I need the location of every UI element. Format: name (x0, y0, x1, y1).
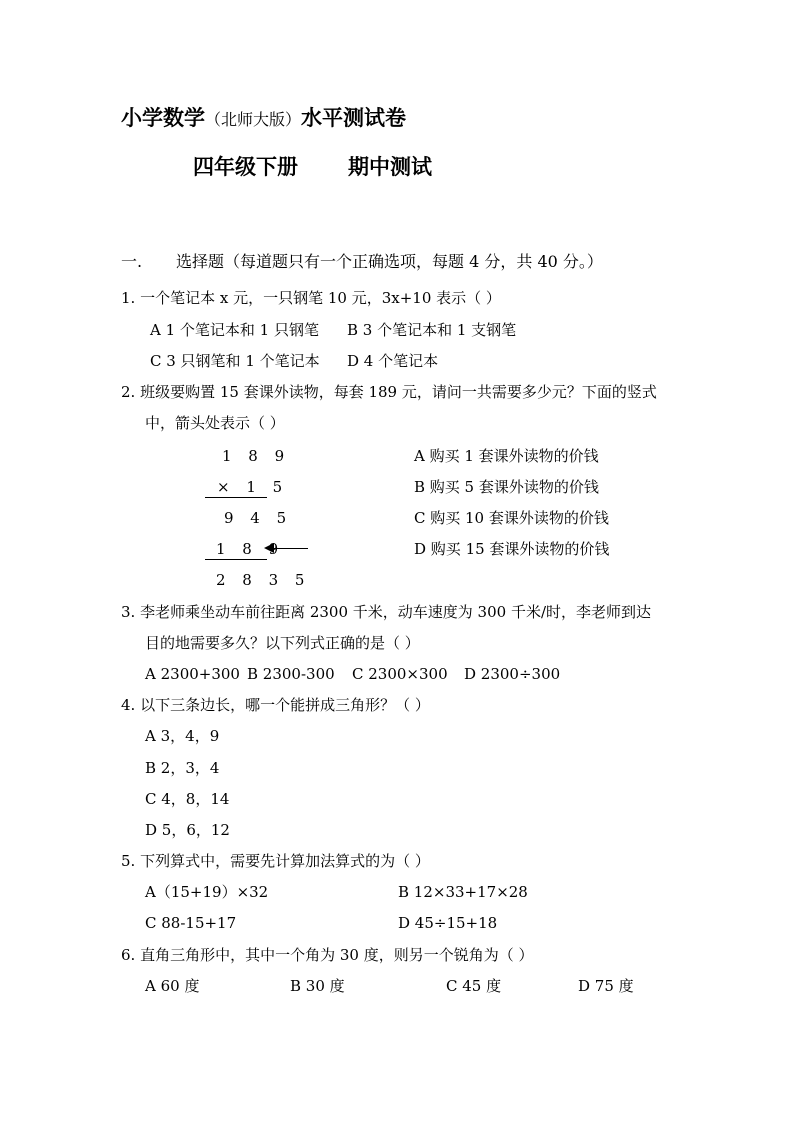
subtitle-exam: 期中测试 (348, 155, 432, 179)
q1-option-d: D 4 个笔记本 (347, 352, 439, 370)
q1-option-a: A 1 个笔记本和 1 只钢笔 (150, 321, 319, 339)
q2-option-b: B 购买 5 套课外读物的价钱 (414, 478, 599, 496)
q3-option-c: C 2300×300 (352, 665, 448, 683)
calc-rule-2 (205, 559, 267, 560)
q2-stem-line1: 2. 班级要购置 15 套课外读物，每套 189 元，请问一共需要多少元？下面的竖式 (121, 383, 657, 401)
q5-option-d: D 45÷15+18 (398, 914, 498, 932)
q2-option-d: D 购买 15 套课外读物的价钱 (414, 540, 610, 558)
q1-option-c: C 3 只钢笔和 1 个笔记本 (150, 352, 320, 370)
page-title (121, 104, 406, 134)
calc-partial-2: 1 8 9 (216, 540, 285, 558)
q4-option-b: B 2，3，4 (145, 759, 220, 777)
title-edition: （北师大版） (205, 110, 302, 129)
q4-option-c: C 4，8，14 (145, 790, 230, 808)
q5-stem: 5. 下列算式中，需要先计算加法算式的为（ ） (121, 852, 430, 870)
section-heading: 选择题（每道题只有一个正确选项，每题 4 分，共 40 分。） (176, 252, 603, 271)
q3-option-a: A 2300+300 (145, 665, 240, 683)
q6-option-c: C 45 度 (446, 977, 502, 995)
q1-stem: 1. 一个笔记本 x 元，一只钢笔 10 元，3x+10 表示（ ） (121, 289, 501, 307)
q5-option-a: A（15+19）×32 (145, 883, 269, 901)
q4-stem: 4. 以下三条边长，哪一个能拼成三角形？（ ） (121, 696, 430, 714)
q2-option-c: C 购买 10 套课外读物的价钱 (414, 509, 609, 527)
q6-option-a: A 60 度 (145, 977, 200, 995)
section-number: 一. (121, 252, 143, 271)
q3-stem-line1: 3. 李老师乘坐动车前往距离 2300 千米，动车速度为 300 千米/时，李老师到达 (121, 603, 652, 621)
title-main: 小学数学 (121, 106, 205, 130)
q1-option-b: B 3 个笔记本和 1 支钢笔 (347, 321, 517, 339)
calc-rule-1 (205, 497, 267, 498)
q5-option-b: B 12×33+17×28 (398, 883, 528, 901)
title-suffix: 水平测试卷 (301, 106, 407, 130)
calc-multiplicand: 1 8 9 (222, 447, 291, 465)
q3-option-b: B 2300-300 (247, 665, 335, 683)
q6-option-d: D 75 度 (578, 977, 634, 995)
q3-option-d: D 2300÷300 (464, 665, 561, 683)
q4-option-a: A 3，4，9 (145, 727, 220, 745)
q6-stem: 6. 直角三角形中，其中一个角为 30 度，则另一个锐角为（ ） (121, 946, 534, 964)
q3-stem-line2: 目的地需要多久？以下列式正确的是（ ） (145, 634, 420, 652)
q2-option-a: A 购买 1 套课外读物的价钱 (414, 447, 599, 465)
calc-product: 2 8 3 5 (216, 571, 311, 589)
q6-option-b: B 30 度 (290, 977, 345, 995)
q2-stem-line2: 中，箭头处表示（ ） (145, 414, 285, 432)
arrow-shaft (270, 548, 308, 549)
calc-multiplier: × 1 5 (217, 478, 289, 496)
q4-option-d: D 5，6，12 (145, 821, 230, 839)
subtitle-grade: 四年级下册 (193, 155, 298, 179)
calc-partial-1: 9 4 5 (224, 509, 293, 527)
q5-option-c: C 88-15+17 (145, 914, 237, 932)
